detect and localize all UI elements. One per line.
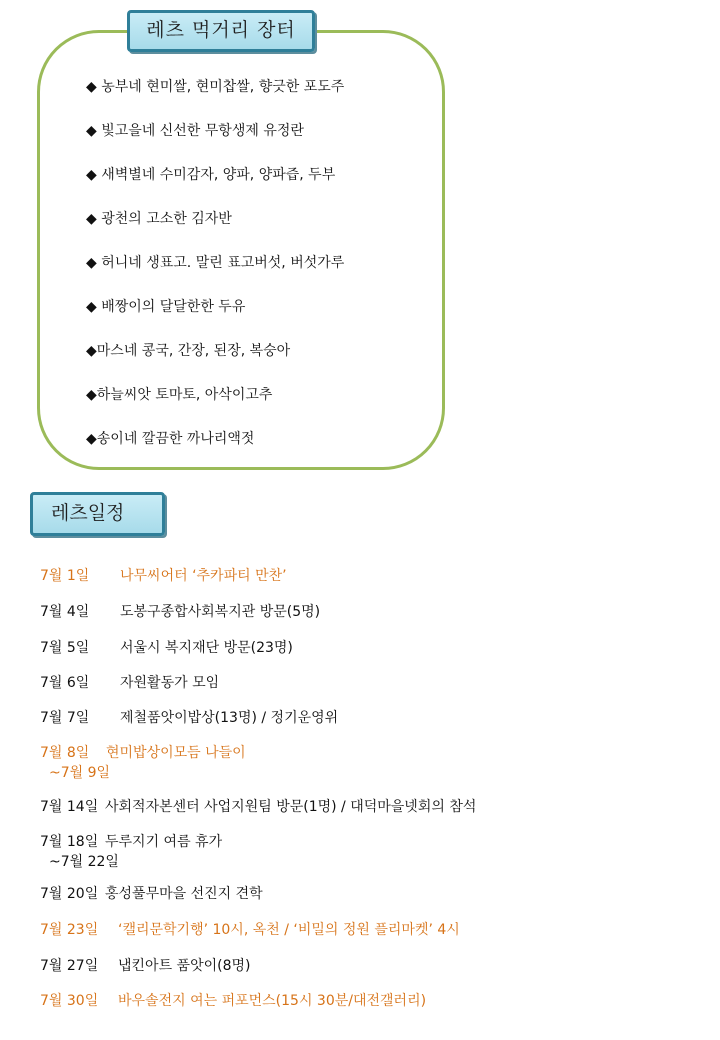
schedule-event: 홍성풀무마을 선진지 견학 [105, 886, 263, 902]
schedule-row [40, 742, 246, 782]
schedule-row [40, 831, 222, 871]
market-item: ◆ 배짱이의 달달한한 두유 [86, 299, 246, 315]
schedule-title-tab: 레츠일정 [30, 492, 165, 536]
schedule-event: 제철품앗이밥상(13명) / 정기운영위 [120, 710, 339, 726]
schedule-date: 7월 1일 [40, 568, 90, 584]
schedule-date: 7월 5일 [40, 640, 90, 656]
schedule-date: 7월 23일 [40, 922, 99, 938]
schedule-row [40, 601, 320, 621]
schedule-date-end: ~7월 9일 [49, 765, 111, 781]
schedule-event: 자원활동가 모임 [120, 675, 220, 691]
market-item: ◆ 허니네 생표고. 말린 표고버섯, 버섯가루 [86, 255, 345, 271]
market-item: ◆ 빛고을네 신선한 무항생제 유정란 [86, 123, 304, 139]
schedule-event: 사회적자본센터 사업지원팀 방문(1명) / 대덕마을넷회의 참석 [105, 799, 477, 815]
schedule-date-end: ~7월 22일 [49, 854, 119, 870]
market-item: ◆ 농부네 현미쌀, 현미찹쌀, 향긋한 포도주 [86, 79, 345, 95]
schedule-date: 7월 30일 [40, 993, 99, 1009]
schedule-row [40, 990, 426, 1010]
schedule-event: 나무씨어터 ‘추카파티 만찬’ [120, 568, 287, 584]
schedule-date: 7월 14일 [40, 799, 99, 815]
schedule-event: 바우솔전지 여는 퍼포먼스(15시 30분/대전갤러리) [118, 993, 427, 1009]
market-item: ◆송이네 깔끔한 까나리액젓 [86, 431, 255, 447]
schedule-event: 서울시 복지재단 방문(23명) [120, 640, 293, 656]
schedule-row [40, 672, 219, 692]
market-title-tab: 레츠 먹거리 장터 [127, 10, 315, 52]
schedule-row [40, 637, 293, 657]
schedule-row [40, 796, 476, 816]
schedule-event: 두루지기 여름 휴가 [105, 834, 223, 850]
schedule-date: 7월 8일 [40, 745, 90, 761]
schedule-row [40, 919, 460, 939]
schedule-event: 냅킨아트 품앗이(8명) [118, 958, 251, 974]
schedule-date: 7월 27일 [40, 958, 99, 974]
market-item: ◆하늘씨앗 토마토, 아삭이고추 [86, 387, 273, 403]
schedule-row [40, 707, 338, 727]
schedule-row [40, 565, 287, 585]
schedule-event: 도봉구종합사회복지관 방문(5명) [120, 604, 321, 620]
market-item: ◆ 새벽별네 수미감자, 양파, 양파즙, 두부 [86, 167, 336, 183]
schedule-event: 현미밥상이모듬 나들이 [106, 745, 246, 761]
market-item: ◆마스네 콩국, 간장, 된장, 복숭아 [86, 343, 291, 359]
schedule-date: 7월 20일 [40, 886, 99, 902]
market-item: ◆ 광천의 고소한 김자반 [86, 211, 232, 227]
schedule-date: 7월 18일 [40, 834, 99, 850]
schedule-row [40, 955, 250, 975]
schedule-row [40, 883, 263, 903]
market-item-list [86, 76, 344, 472]
schedule-date: 7월 7일 [40, 710, 90, 726]
schedule-event: ‘캘리문학기행’ 10시, 옥천 / ‘비밀의 정원 플리마켓’ 4시 [118, 922, 460, 938]
schedule-date: 7월 6일 [40, 675, 90, 691]
schedule-date: 7월 4일 [40, 604, 90, 620]
